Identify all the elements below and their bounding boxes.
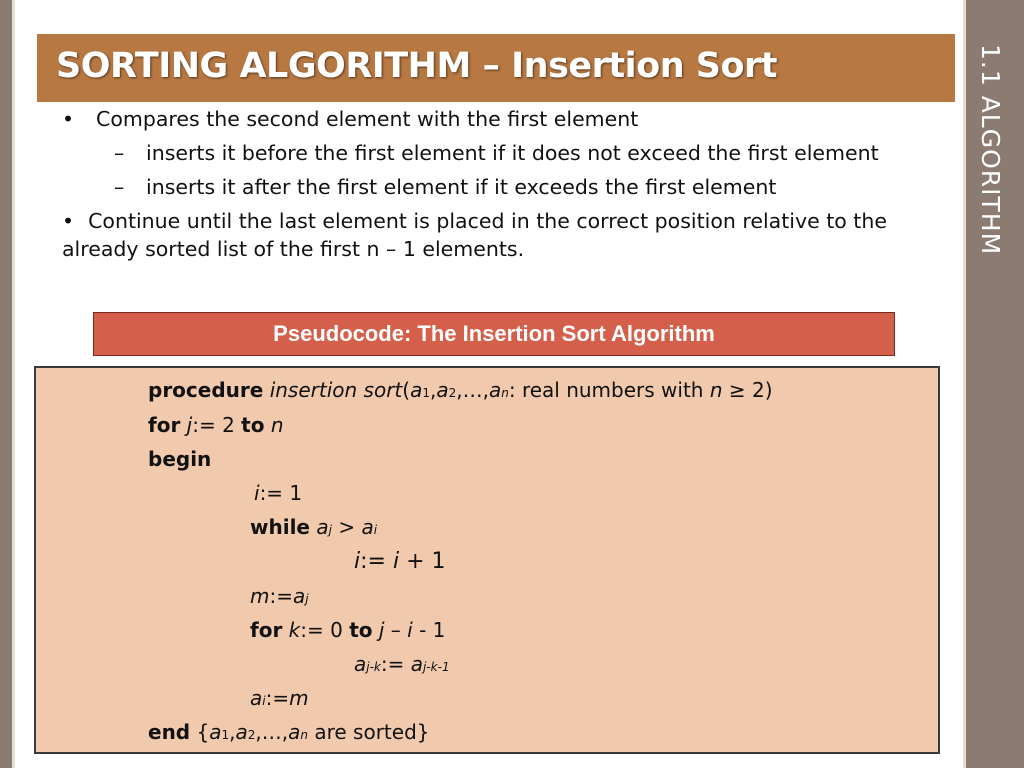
bullet-mark: • <box>62 209 75 233</box>
slide-title: SORTING ALGORITHM – Insertion Sort <box>56 46 778 86</box>
pseudocode-header: Pseudocode: The Insertion Sort Algorithm <box>93 312 895 356</box>
code-line-procedure: procedure insertion sort(a1,a2,…,an: real numbers with n ≥ 2) <box>148 378 773 402</box>
sub-bullet-text: inserts it before the first element if it does not exceed the first element <box>146 141 879 165</box>
bullet-item <box>62 207 932 263</box>
bullet-item <box>62 105 932 133</box>
code-line-m-assign: m:=aj <box>250 584 309 608</box>
dash-mark: – <box>114 175 125 199</box>
code-line-shift: aj-k:= aj-k-1 <box>354 652 450 676</box>
side-section-label: 1.1 ALGORITHM <box>976 44 1005 256</box>
code-line-increment: i:= i + 1 <box>354 549 446 574</box>
bullet-mark: • <box>62 107 75 131</box>
code-line-begin: begin <box>148 447 212 471</box>
code-line-while: while aj > ai <box>250 515 378 539</box>
left-decor-bar <box>0 0 15 768</box>
code-line-for-k: for k:= 0 to j – i - 1 <box>250 618 446 642</box>
sub-bullet-item <box>62 139 932 167</box>
bullet-text: Compares the second element with the first element <box>96 107 639 131</box>
bullet-text: Continue until the last element is placed in the correct position relative to the already sorted list of the first n – 1 elements. <box>62 209 887 261</box>
code-line-for-j: for j:= 2 to n <box>148 413 284 437</box>
sub-bullet-text: inserts it after the first element if it exceeds the first element <box>146 175 777 199</box>
sub-bullet-item <box>62 173 932 201</box>
code-line-end: end {a1,a2,…,an are sorted} <box>148 720 430 744</box>
code-line-insert: ai:=m <box>250 686 309 710</box>
code-line-i-assign: i:= 1 <box>254 481 303 505</box>
title-bar <box>37 34 955 102</box>
pseudocode-box <box>34 366 940 754</box>
dash-mark: – <box>114 141 125 165</box>
bullet-list <box>62 105 932 263</box>
